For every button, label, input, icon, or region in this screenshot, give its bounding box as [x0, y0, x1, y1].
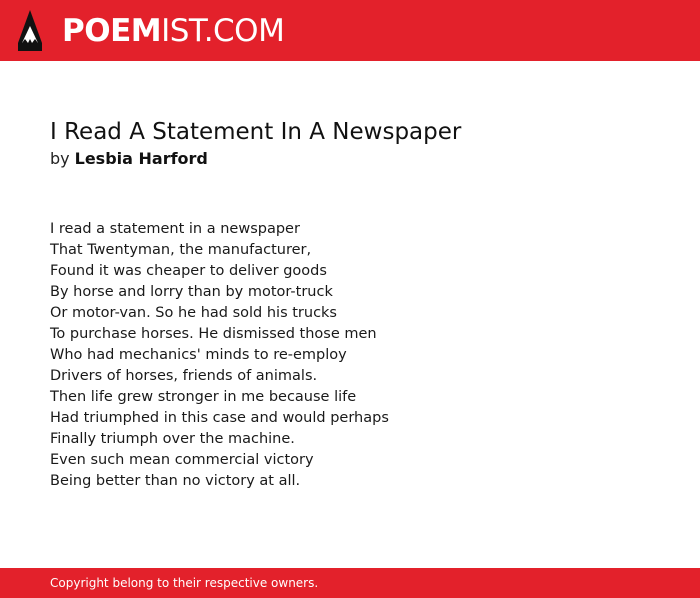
poem-body [50, 219, 389, 492]
poem-line: Even such mean commercial victory [50, 452, 314, 468]
pencil-icon[interactable] [18, 10, 42, 51]
poem-line: Finally triumph over the machine. [50, 431, 295, 447]
site-logo[interactable] [62, 13, 284, 49]
poem-line: Had triumphed in this case and would perhaps [50, 410, 389, 426]
byline-by-label: by [50, 149, 70, 168]
logo-text-light: IST.COM [161, 13, 285, 49]
poem-byline [50, 149, 208, 169]
poem-line: Then life grew stronger in me because life [50, 389, 357, 405]
poem-line: By horse and lorry than by motor-truck [50, 284, 333, 300]
poem-line: Drivers of horses, friends of animals. [50, 368, 318, 384]
copyright-text: Copyright belong to their respective owners. [50, 576, 319, 590]
poem-line: Found it was cheaper to deliver goods [50, 263, 327, 279]
poem-line: Who had mechanics' minds to re-employ [50, 347, 347, 363]
site-footer [0, 568, 700, 598]
logo-text-bold: POEM [62, 13, 162, 49]
poem-author-link[interactable]: Lesbia Harford [74, 149, 208, 168]
poem-line: Being better than no victory at all. [50, 473, 301, 489]
site-header [0, 0, 700, 61]
poem-line: To purchase horses. He dismissed those men [50, 326, 377, 342]
poem-line: That Twentyman, the manufacturer, [50, 242, 312, 258]
poem-line: I read a statement in a newspaper [50, 221, 300, 237]
poem-title: I Read A Statement In A Newspaper [50, 119, 462, 145]
poem-line: Or motor-van. So he had sold his trucks [50, 305, 337, 321]
